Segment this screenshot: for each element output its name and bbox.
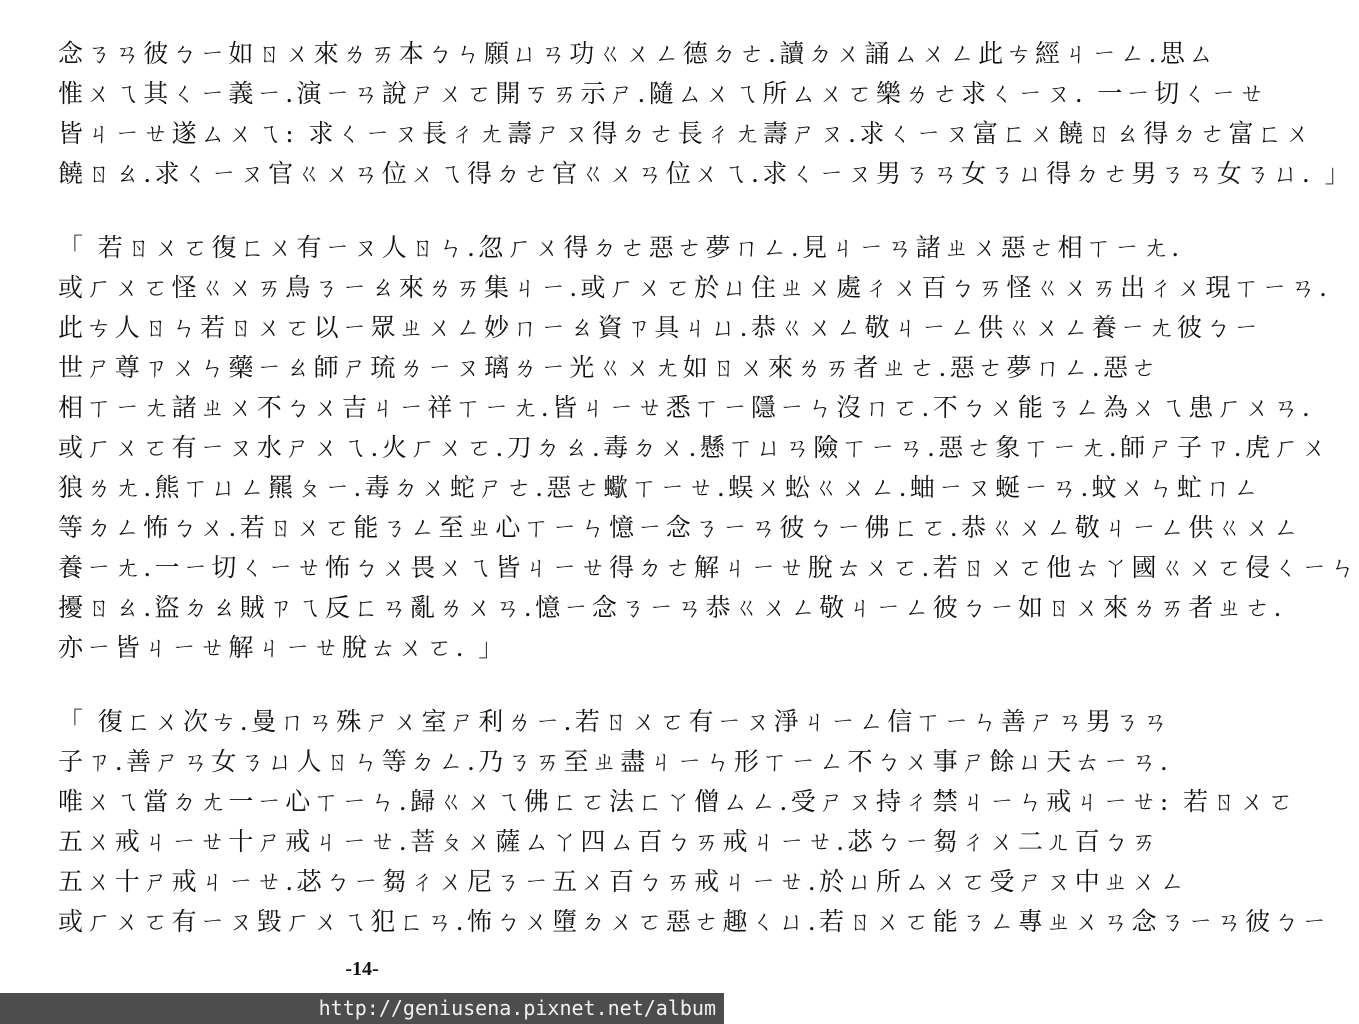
text-line: 或ㄏㄨㄛ怪ㄍㄨㄞ鳥ㄋㄧㄠ來ㄌㄞ集ㄐㄧ.或ㄏㄨㄛ於ㄩ住ㄓㄨ處ㄔㄨ百ㄅㄞ怪ㄍㄨㄞ出ㄔㄨ現ㄒㄧㄢ. bbox=[58, 273, 1331, 302]
text-line: 亦ㄧ皆ㄐㄧㄝ解ㄐㄧㄝ脫ㄊㄨㄛ. 」 bbox=[58, 633, 507, 662]
text-line: 皆ㄐㄧㄝ遂ㄙㄨㄟ: 求ㄑㄧㄡ長ㄔㄤ壽ㄕㄡ得ㄉㄜ長ㄔㄤ壽ㄕㄡ.求ㄑㄧㄡ富ㄈㄨ饒ㄖㄠ得ㄉㄜ富ㄈㄨ bbox=[58, 119, 1314, 148]
text-line: 五ㄨ十ㄕ戒ㄐㄧㄝ.苾ㄅㄧ芻ㄔㄨ尼ㄋㄧ五ㄨ百ㄅㄞ戒ㄐㄧㄝ.於ㄩ所ㄙㄨㄛ受ㄕㄡ中ㄓㄨㄥ bbox=[58, 867, 1189, 896]
paragraph-3 bbox=[58, 702, 1331, 942]
text-line: 相ㄒㄧㄤ諸ㄓㄨ不ㄅㄨ吉ㄐㄧ祥ㄒㄧㄤ.皆ㄐㄧㄝ悉ㄒㄧ隱ㄧㄣ沒ㄇㄛ.不ㄅㄨ能ㄋㄥ為ㄨㄟ患ㄏㄨㄢ. bbox=[58, 393, 1314, 422]
text-line: 惟ㄨㄟ其ㄑㄧ義ㄧ.演ㄧㄢ說ㄕㄨㄛ開ㄎㄞ示ㄕ.隨ㄙㄨㄟ所ㄙㄨㄛ樂ㄌㄜ求ㄑㄧㄡ. 一ㄧ切ㄑㄧㄝ bbox=[58, 79, 1268, 108]
text-line: 世ㄕ尊ㄗㄨㄣ藥ㄧㄠ師ㄕ琉ㄌㄧㄡ璃ㄌㄧ光ㄍㄨㄤ如ㄖㄨ來ㄌㄞ者ㄓㄜ.惡ㄜ夢ㄇㄥ.惡ㄜ bbox=[58, 353, 1160, 382]
text-line: 等ㄉㄥ怖ㄅㄨ.若ㄖㄨㄛ能ㄋㄥ至ㄓ心ㄒㄧㄣ憶ㄧ念ㄋㄧㄢ彼ㄅㄧ佛ㄈㄛ.恭ㄍㄨㄥ敬ㄐㄧㄥ供ㄍㄨㄥ bbox=[58, 513, 1302, 542]
paragraph-2 bbox=[58, 228, 1359, 668]
text-line: 饒ㄖㄠ.求ㄑㄧㄡ官ㄍㄨㄢ位ㄨㄟ得ㄉㄜ官ㄍㄨㄢ位ㄨㄟ.求ㄑㄧㄡ男ㄋㄢ女ㄋㄩ得ㄉㄜ男ㄋㄢ女ㄋㄩ. 」 bbox=[58, 159, 1353, 188]
text-line: 此ㄘ人ㄖㄣ若ㄖㄨㄛ以ㄧ眾ㄓㄨㄥ妙ㄇㄧㄠ資ㄗ具ㄐㄩ.恭ㄍㄨㄥ敬ㄐㄧㄥ供ㄍㄨㄥ養ㄧㄤ彼ㄅㄧ bbox=[58, 313, 1263, 342]
text-line: 唯ㄨㄟ當ㄉㄤ一ㄧ心ㄒㄧㄣ.歸ㄍㄨㄟ佛ㄈㄛ法ㄈㄚ僧ㄙㄥ.受ㄕㄡ持ㄔ禁ㄐㄧㄣ戒ㄐㄧㄝ: 若ㄖㄨㄛ bbox=[58, 787, 1297, 816]
text-line: 「 復ㄈㄨ次ㄘ.曼ㄇㄢ殊ㄕㄨ室ㄕ利ㄌㄧ.若ㄖㄨㄛ有ㄧㄡ淨ㄐㄧㄥ信ㄒㄧㄣ善ㄕㄢ男ㄋㄢ bbox=[58, 707, 1172, 736]
footer-bar bbox=[0, 993, 724, 1024]
paragraph-1 bbox=[58, 34, 1353, 194]
text-line: 狼ㄌㄤ.熊ㄒㄩㄥ羆ㄆㄧ.毒ㄉㄨ蛇ㄕㄜ.惡ㄜ蠍ㄒㄧㄝ.蜈ㄨ蚣ㄍㄨㄥ.蚰ㄧㄡ蜒ㄧㄢ.蚊ㄨㄣ虻ㄇㄥ bbox=[58, 473, 1263, 502]
text-line: 「 若ㄖㄨㄛ復ㄈㄨ有ㄧㄡ人ㄖㄣ.忽ㄏㄨ得ㄉㄜ惡ㄜ夢ㄇㄥ.見ㄐㄧㄢ諸ㄓㄨ惡ㄜ相ㄒㄧㄤ. bbox=[58, 233, 1183, 262]
footer-url[interactable]: http://geniusena.pixnet.net/album bbox=[318, 996, 716, 1020]
text-line: 子ㄗ.善ㄕㄢ女ㄋㄩ人ㄖㄣ等ㄉㄥ.乃ㄋㄞ至ㄓ盡ㄐㄧㄣ形ㄒㄧㄥ不ㄅㄨ事ㄕ餘ㄩ天ㄊㄧㄢ. bbox=[58, 747, 1172, 776]
text-line: 養ㄧㄤ.一ㄧ切ㄑㄧㄝ怖ㄅㄨ畏ㄨㄟ皆ㄐㄧㄝ得ㄉㄜ解ㄐㄧㄝ脫ㄊㄨㄛ.若ㄖㄨㄛ他ㄊㄚ國ㄍㄨㄛ侵ㄑㄧㄣ bbox=[58, 553, 1359, 582]
text-line: 或ㄏㄨㄛ有ㄧㄡ毀ㄏㄨㄟ犯ㄈㄢ.怖ㄅㄨ墮ㄉㄨㄛ惡ㄜ趣ㄑㄩ.若ㄖㄨㄛ能ㄋㄥ專ㄓㄨㄢ念ㄋㄧㄢ彼ㄅㄧ bbox=[58, 907, 1331, 936]
text-line: 或ㄏㄨㄛ有ㄧㄡ水ㄕㄨㄟ.火ㄏㄨㄛ.刀ㄉㄠ.毒ㄉㄨ.懸ㄒㄩㄢ險ㄒㄧㄢ.惡ㄜ象ㄒㄧㄤ.師ㄕ子ㄗ.虎ㄏㄨ bbox=[58, 433, 1331, 462]
page-number: -14- bbox=[345, 958, 379, 980]
text-line: 擾ㄖㄠ.盜ㄉㄠ賊ㄗㄟ反ㄈㄢ亂ㄌㄨㄢ.憶ㄧ念ㄋㄧㄢ恭ㄍㄨㄥ敬ㄐㄧㄥ彼ㄅㄧ如ㄖㄨ來ㄌㄞ者ㄓㄜ. bbox=[58, 593, 1285, 622]
text-line: 五ㄨ戒ㄐㄧㄝ十ㄕ戒ㄐㄧㄝ.菩ㄆㄨ薩ㄙㄚ四ㄙ百ㄅㄞ戒ㄐㄧㄝ.苾ㄅㄧ芻ㄔㄨ二ㄦ百ㄅㄞ bbox=[58, 827, 1160, 856]
text-line: 念ㄋㄢ彼ㄅㄧ如ㄖㄨ來ㄌㄞ本ㄅㄣ願ㄩㄢ功ㄍㄨㄥ德ㄉㄜ.讀ㄉㄨ誦ㄙㄨㄥ此ㄘ經ㄐㄧㄥ.思ㄙ bbox=[58, 39, 1217, 68]
